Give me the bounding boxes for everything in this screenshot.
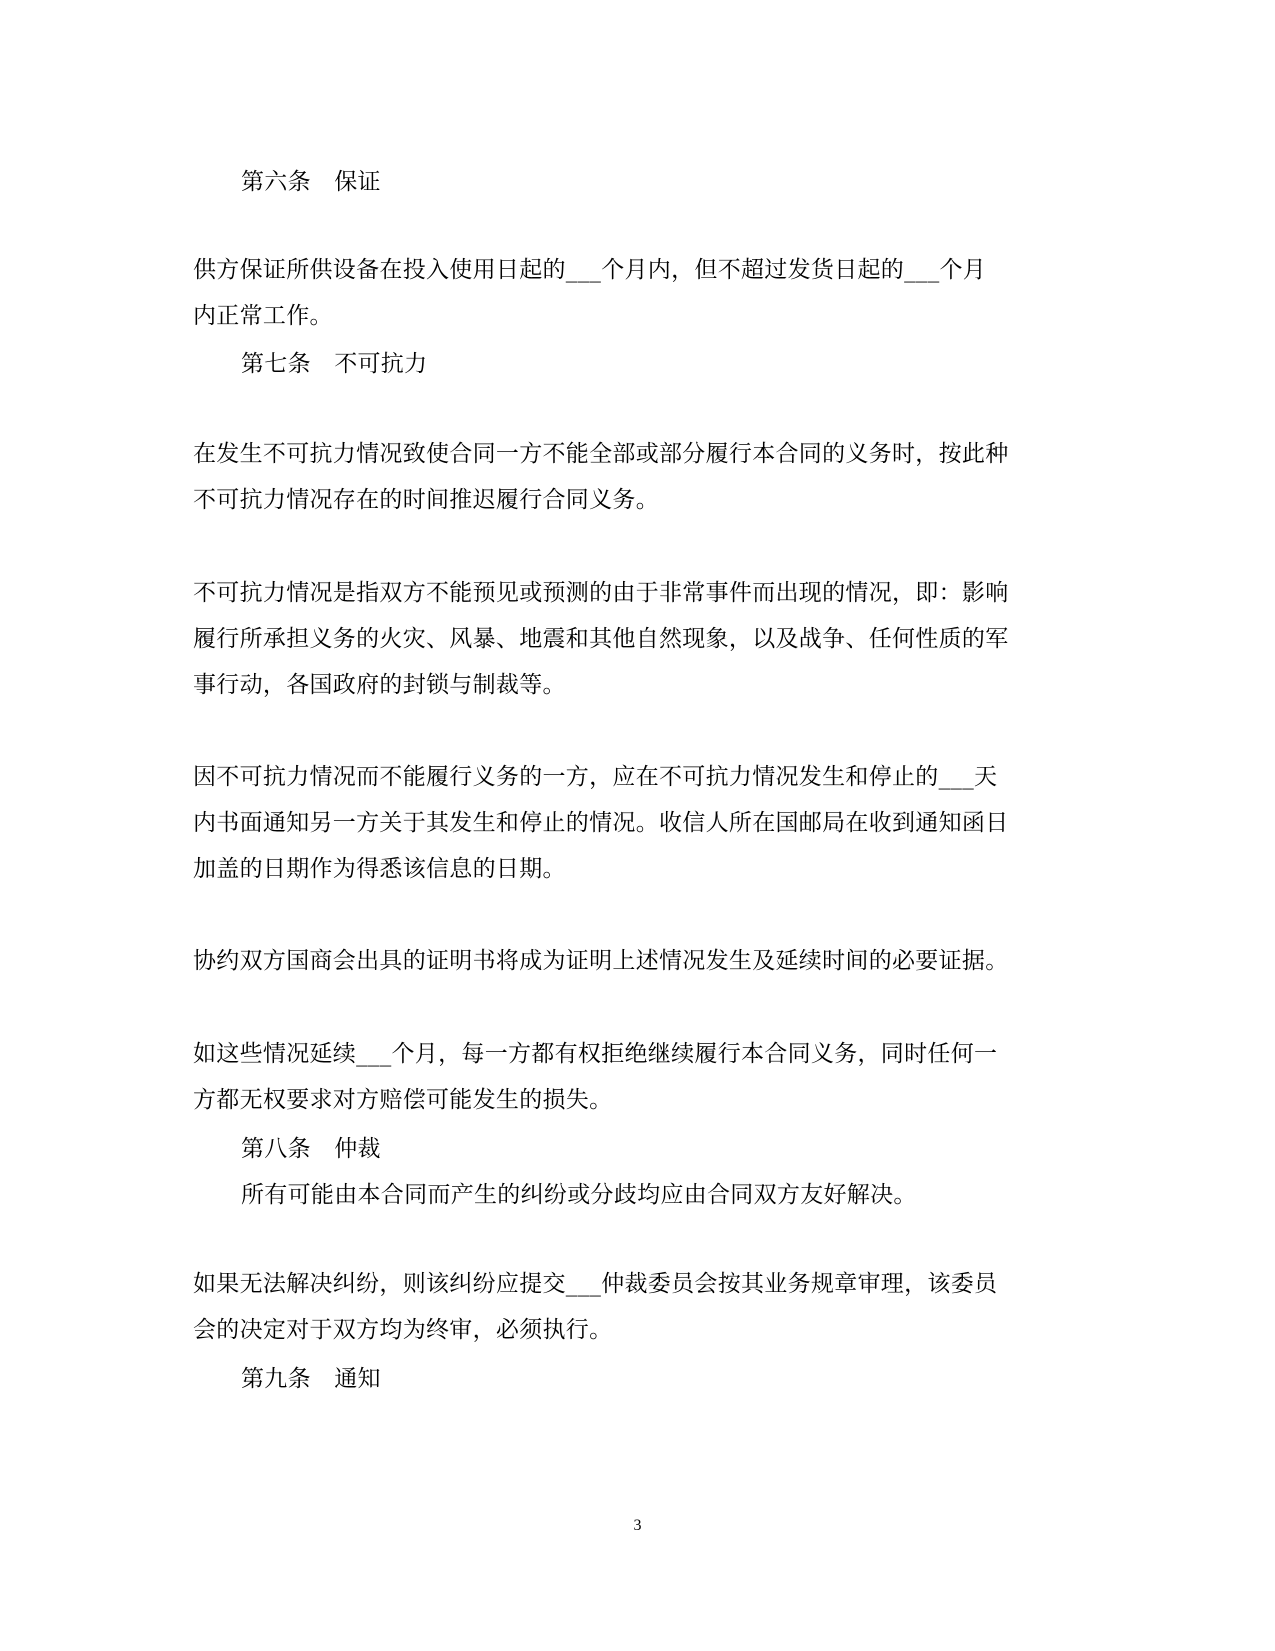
paragraph-line: 协约双方国商会出具的证明书将成为证明上述情况发生及延续时间的必要证据。 bbox=[193, 948, 1009, 974]
paragraph-line: 因不可抗力情况而不能履行义务的一方，应在不可抗力情况发生和停止的___天 bbox=[193, 764, 998, 790]
article-7-heading: 第七条 不可抗力 bbox=[241, 351, 428, 377]
paragraph-line: 内书面通知另一方关于其发生和停止的情况。收信人所在国邮局在收到通知函日 bbox=[193, 810, 1009, 836]
article-6-heading: 第六条 保证 bbox=[241, 169, 381, 195]
paragraph-line: 内正常工作。 bbox=[193, 303, 333, 329]
paragraph-line: 方都无权要求对方赔偿可能发生的损失。 bbox=[193, 1087, 613, 1113]
paragraph-line: 供方保证所供设备在投入使用日起的___个月内，但不超过发货日起的___个月 bbox=[193, 257, 987, 283]
paragraph-line: 如果无法解决纠纷，则该纠纷应提交___仲裁委员会按其业务规章审理，该委员 bbox=[193, 1271, 998, 1297]
paragraph-line: 加盖的日期作为得悉该信息的日期。 bbox=[193, 856, 566, 882]
article-9-heading: 第九条 通知 bbox=[241, 1366, 381, 1392]
paragraph-line: 不可抗力情况是指双方不能预见或预测的由于非常事件而出现的情况，即：影响 bbox=[193, 580, 1009, 606]
paragraph-line: 事行动，各国政府的封锁与制裁等。 bbox=[193, 672, 566, 698]
paragraph-line: 会的决定对于双方均为终审，必须执行。 bbox=[193, 1317, 613, 1343]
article-8-heading: 第八条 仲裁 bbox=[241, 1136, 381, 1162]
paragraph-line: 如这些情况延续___个月，每一方都有权拒绝继续履行本合同义务，同时任何一 bbox=[193, 1041, 998, 1067]
page-number: 3 bbox=[633, 1517, 642, 1534]
paragraph-line: 不可抗力情况存在的时间推迟履行合同义务。 bbox=[193, 487, 659, 513]
paragraph-line: 履行所承担义务的火灾、风暴、地震和其他自然现象，以及战争、任何性质的军 bbox=[193, 626, 1009, 652]
paragraph-line: 在发生不可抗力情况致使合同一方不能全部或部分履行本合同的义务时，按此种 bbox=[193, 441, 1009, 467]
paragraph-line: 所有可能由本合同而产生的纠纷或分歧均应由合同双方友好解决。 bbox=[241, 1182, 917, 1208]
